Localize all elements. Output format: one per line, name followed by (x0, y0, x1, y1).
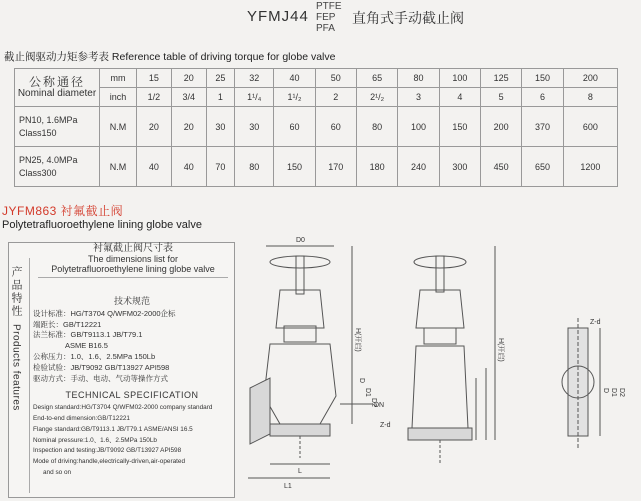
table-cell: 125 (481, 69, 522, 88)
table-cell: 1¹/₄ (235, 88, 274, 107)
table-cell: 80 (235, 147, 274, 187)
spec-en-line: Nominal pressure:1.0、1.6、2.5MPa 150Lb (33, 436, 157, 444)
table-cell: 170 (315, 147, 356, 187)
table-cell: 240 (398, 147, 439, 187)
table-cell: 20 (171, 107, 206, 147)
table-cell: 30 (206, 107, 234, 147)
table-cell: 150 (522, 69, 563, 88)
spec-en-line: and so on (43, 468, 72, 476)
unit-inch: inch (100, 88, 137, 107)
table-cell: 2 (315, 88, 356, 107)
dim-label: D1 (364, 388, 371, 397)
bonnet-yoke-shape (276, 290, 324, 328)
dim-label: D0 (296, 237, 305, 244)
pn25-label (15, 147, 100, 187)
table-cell: 65 (356, 69, 397, 88)
table-cell: 300 (439, 147, 480, 187)
nominal-cn: 公称通径 (28, 74, 85, 89)
table-cell: 650 (522, 147, 563, 187)
spec-cn-line: 设计标准：HG/T3704 Q/WFM02-2000企标 (33, 308, 176, 318)
table-cell: 80 (398, 69, 439, 88)
spec-cn-title: 技术规范 (113, 296, 150, 306)
unit-nm: N.M (100, 147, 137, 187)
table-cell: 70 (206, 147, 234, 187)
table-row-pn10 (15, 107, 618, 147)
dim-label: DN (374, 402, 385, 409)
bonnet-yoke-shape (416, 290, 464, 328)
table-cell: 25 (206, 69, 234, 88)
spec-en-line: Design standard:HG/T3704 Q/WFM02-2000 company standard (33, 404, 213, 412)
spec-head-en1: The dimensions list for (87, 254, 179, 264)
product-code-title: JYFM863 衬氟截止阀 (2, 204, 124, 218)
table-cell: 200 (481, 107, 522, 147)
material-fep: FEP (316, 12, 336, 23)
table-cell: 8 (563, 88, 617, 107)
bottom-flange-shape (270, 424, 330, 436)
unit-mm: mm (100, 69, 137, 88)
table-cell: 370 (522, 107, 563, 147)
table-row-mm (15, 69, 618, 88)
stem-shape (296, 256, 304, 294)
table-cell: 2¹/₂ (356, 88, 397, 107)
spec-list (33, 296, 231, 479)
spec-cn-line: 公称压力：1.0、1.6、2.5MPa 150Lb (33, 351, 156, 361)
table-row-pn25 (15, 147, 618, 187)
dim-label: D (358, 378, 365, 384)
table-cell: 1¹/₂ (274, 88, 315, 107)
table-cell: 100 (439, 69, 480, 88)
valve-drawing (240, 228, 640, 496)
pn10-label (15, 107, 100, 147)
material-ptfe: PTFE (316, 1, 342, 12)
spec-en-line: Flange standard:GB/T9113.1 JB/T79.1 ASME/ANSI 16.5 (33, 425, 193, 433)
model-title: YFMJ44 (247, 8, 309, 25)
dim-label: H(开启) (497, 338, 504, 362)
spec-cn-line: 法兰标准：GB/T9113.1 JB/T79.1 (33, 330, 143, 340)
side-label-cn: 产品特性 (10, 266, 22, 318)
table-cell: 20 (137, 107, 172, 147)
angle-valve-drawing (248, 246, 372, 478)
handwheel-shape (270, 256, 330, 268)
table-cell: 20 (171, 69, 206, 88)
valve-body-shape (264, 344, 336, 424)
table-cell: 60 (315, 107, 356, 147)
torque-table (14, 68, 618, 187)
pn25-label-b: Class300 (19, 167, 57, 178)
spec-cn-line: 检验试验：JB/T9092 GB/T13927 API598 (33, 362, 170, 372)
spec-header (38, 244, 228, 278)
table-cell: 5 (481, 88, 522, 107)
dim-label: D1 (610, 388, 617, 397)
side-label-en: Products features (10, 324, 22, 411)
table-cell: 600 (563, 107, 617, 147)
table-cell: 450 (481, 147, 522, 187)
table-cell: 3/4 (171, 88, 206, 107)
spec-cn-line: ASME B16.5 (65, 341, 108, 351)
table-cell: 100 (398, 107, 439, 147)
spec-en-line: End-to-end dimension:GB/T12221 (33, 414, 130, 422)
side-label (3, 258, 30, 493)
pn25-label-a: PN25, 4.0MPa (19, 154, 78, 165)
bonnet-shape (424, 328, 456, 344)
table-cell: 40 (171, 147, 206, 187)
pn10-label-a: PN10, 1.6MPa (19, 114, 78, 125)
spec-cn-line: 端距长：GB/T12221 (33, 319, 102, 329)
handwheel-shape (414, 256, 466, 268)
dim-label: D (602, 388, 609, 394)
table-cell: 40 (137, 147, 172, 187)
spec-en-title: TECHNICAL SPECIFICATION (65, 390, 199, 401)
dim-label: D2 (370, 398, 377, 407)
table-cell: 80 (356, 107, 397, 147)
spec-cn-line: 驱动方式：手动、电动、气动等操作方式 (33, 373, 168, 383)
dim-label: Z-d (380, 422, 391, 429)
unit-nm: N.M (100, 107, 137, 147)
bottom-flange-shape (408, 428, 472, 440)
table-cell: 30 (235, 107, 274, 147)
table-cell: 200 (563, 69, 617, 88)
pn10-label-b: Class150 (19, 127, 57, 138)
table-cell: 3 (398, 88, 439, 107)
table-row-inch (15, 88, 618, 107)
dim-label: Z-d (590, 319, 601, 326)
table-cell: 15 (137, 69, 172, 88)
spec-en-line: Mode of driving:handle,electrically-driven,air-operated (33, 458, 186, 466)
spec-head-cn: 衬氟截止阀尺寸表 (93, 243, 173, 254)
table-cell: 6 (522, 88, 563, 107)
flange-view-drawing (562, 318, 600, 448)
side-flange-shape (250, 378, 270, 444)
table-cell: 32 (235, 69, 274, 88)
table-cell: 150 (439, 107, 480, 147)
spec-en-line: Inspection and testing:JB/T9092 GB/T13927 API598 (33, 447, 182, 455)
table-cell: 1200 (563, 147, 617, 187)
torque-table-title: 截止阀驱动力矩参考表 Reference table of driving torque for globe valve (4, 51, 336, 63)
title-cn: 直角式手动截止阀 (352, 10, 464, 26)
table-cell: 1 (206, 88, 234, 107)
table-cell: 50 (315, 69, 356, 88)
straight-valve-drawing (408, 246, 495, 464)
product-en-title: Polytetrafluoroethylene lining globe valve (2, 219, 202, 231)
material-list (316, 1, 342, 34)
table-cell: 60 (274, 107, 315, 147)
material-pfa: PFA (316, 23, 335, 34)
dim-label: L1 (284, 483, 292, 490)
dim-label: D2 (618, 388, 625, 397)
table-cell: 40 (274, 69, 315, 88)
dim-label: H(开启) (354, 328, 361, 352)
nominal-header (15, 69, 100, 107)
spec-head-en2: Polytetrafluoroethylene lining globe valve (51, 264, 215, 274)
dim-label: L (298, 468, 302, 475)
stem-shape (436, 256, 444, 292)
valve-body-shape (412, 346, 468, 428)
nominal-en: Nominal diameter (17, 87, 97, 99)
table-cell: 1/2 (137, 88, 172, 107)
table-cell: 150 (274, 147, 315, 187)
table-cell: 180 (356, 147, 397, 187)
table-cell: 4 (439, 88, 480, 107)
